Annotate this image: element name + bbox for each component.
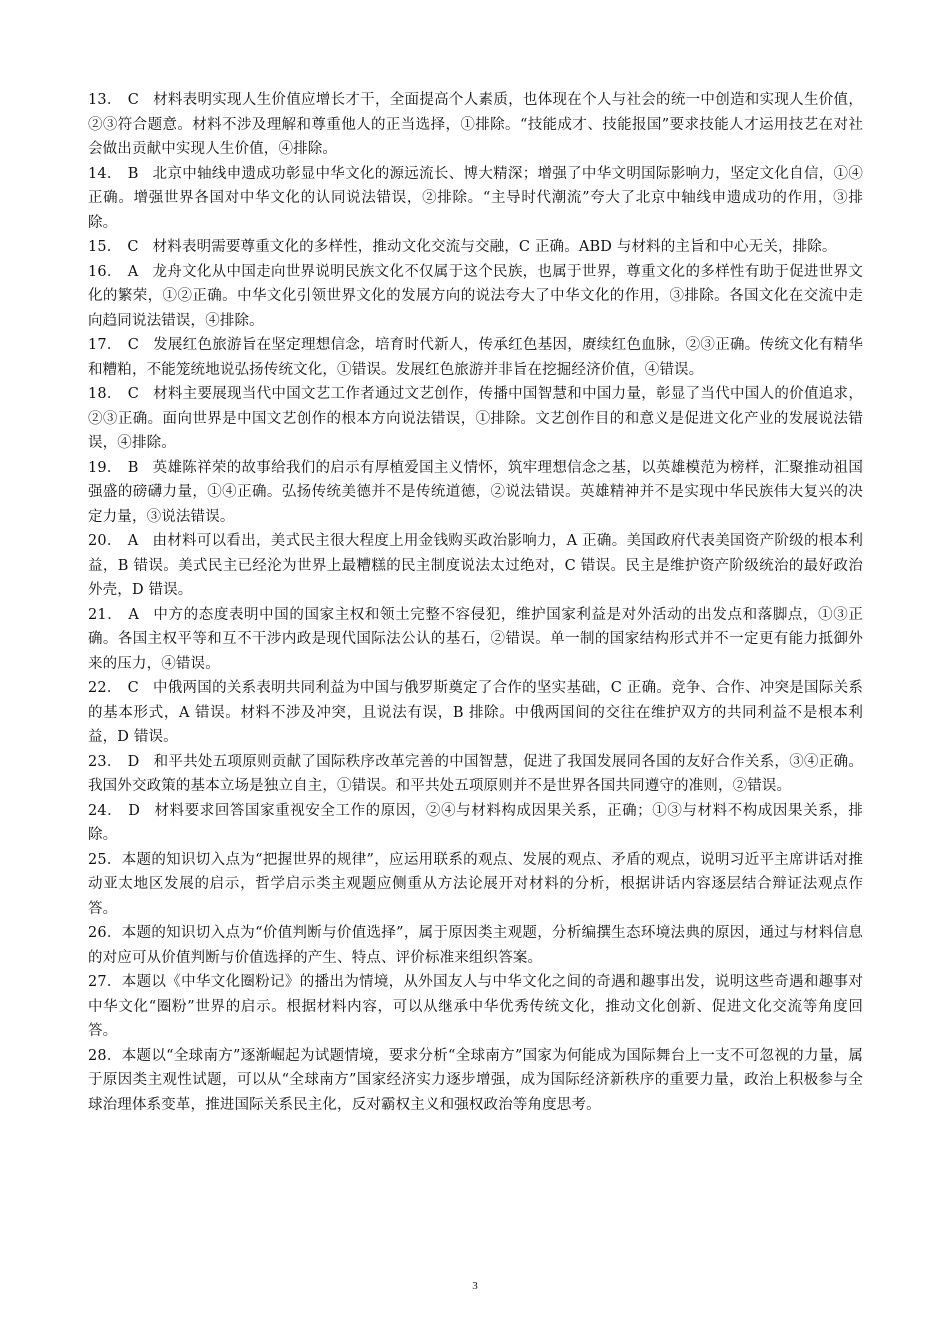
question-number: 16． (88, 263, 122, 280)
question-number: 20． (88, 533, 122, 549)
answer-item (88, 799, 863, 848)
answer-item (88, 921, 863, 970)
explanation-text: 材料主要展现当代中国文艺工作者通过文艺创作，传播中国智慧和中国力量，彰显了当代中国人的价值追求，②③正确。面向世界是中国文艺创作的根本方向说法错误，①排除。文艺创作目的和意义是促进文化产业的发展说法错误，④排除。 (88, 386, 863, 451)
answer-item (88, 1044, 863, 1118)
explanation-text: 材料表明需要尊重文化的多样性，推动文化交流与交融，C 正确。ABD 与材料的主旨和中心无关，排除。 (152, 239, 837, 255)
question-number: 18． (88, 386, 122, 402)
answer-item (88, 382, 863, 456)
answer-choice: C (127, 386, 139, 402)
question-number: 15． (88, 239, 122, 255)
answer-item (88, 456, 863, 530)
question-number: 27． (88, 974, 122, 990)
answer-choice: D (127, 753, 140, 770)
question-number: 22． (88, 680, 122, 696)
answer-choice: B (127, 165, 139, 182)
answer-choice: D (128, 802, 141, 819)
explanation-text: 北京中轴线申遗成功彰显中华文化的源远流长、博大精深；增强了中华文明国际影响力，坚定文化自信，①④正确。增强世界各国对中华文化的认同说法错误，②排除。“主导时代潮流”夸大了北京中轴线申遗成功的作用，③排除。 (88, 165, 864, 231)
answer-choice: A (127, 533, 139, 549)
answer-item (88, 88, 863, 162)
question-number: 26． (88, 925, 122, 941)
answer-item (88, 235, 863, 260)
answer-choice: A (127, 263, 139, 280)
answer-item (88, 676, 863, 750)
question-number: 17． (88, 337, 122, 353)
answer-item (88, 162, 863, 236)
answer-item (88, 333, 863, 382)
explanation-text: 中方的态度表明中国的国家主权和领土完整不容侵犯，维护国家利益是对外活动的出发点和落脚点，①③正确。各国主权平等和互不干涉内政是现代国际法公认的基石，②错误。单一制的国家结构形式并不一定更有能力抵御外来的压力，④错误。 (88, 606, 864, 672)
answer-explanations (88, 88, 863, 1117)
explanation-text: 发展红色旅游旨在坚定理想信念，培育时代新人，传承红色基因，赓续红色血脉，②③正确。传统文化有精华和糟粕，不能笼统地说弘扬传统文化，①错误。发展红色旅游并非旨在挖掘经济价值，④错误。 (88, 337, 863, 378)
question-number: 21． (88, 606, 123, 623)
explanation-text: 由材料可以看出，美式民主很大程度上用金钱购买政治影响力，A 正确。美国政府代表美国资产阶级的根本利益，B 错误。美式民主已经沦为世界上最糟糕的民主制度说法太过绝对，C 错误。民主是维护资产阶级统治的最好政治外壳，D 错误。 (88, 533, 863, 598)
explanation-text: 中俄两国的关系表明共同利益为中国与俄罗斯奠定了合作的坚实基础，C 正确。竞争、合作、冲突是国际关系的基本形式，A 错误。材料不涉及冲突，且说法有误，B 排除。中俄两国间的交往在维护双方的共同利益不是根本利益，D 错误。 (88, 680, 863, 745)
explanation-text: 本题的知识切入点为“把握世界的规律”，应运用联系的观点、发展的观点、矛盾的观点，说明习近平主席讲话对推动亚太地区发展的启示，哲学启示类主观题应侧重从方法论展开对材料的分析，根据讲话内容逐层结合辩证法观点作答。 (88, 851, 863, 917)
explanation-text: 材料要求回答国家重视安全工作的原因，②④与材料构成因果关系，正确；①③与材料不构成因果关系，排除。 (88, 802, 864, 843)
question-number: 19． (88, 459, 122, 476)
question-number: 24． (88, 802, 123, 819)
question-number: 23． (88, 753, 122, 770)
answer-choice: C (127, 337, 139, 353)
answer-item (88, 970, 863, 1044)
answer-item (88, 603, 863, 677)
answer-item (88, 529, 863, 603)
question-number: 13． (88, 92, 122, 108)
page-number: 3 (472, 1280, 478, 1292)
explanation-text: 和平共处五项原则贡献了国际秩序改革完善的中国智慧，促进了我国发展同各国的友好合作关系，③④正确。我国外交政策的基本立场是独立自主，①错误。和平共处五项原则并不是世界各国共同遵守的准则，②错误。 (88, 753, 863, 794)
explanation-text: 本题以“全球南方”逐渐崛起为试题情境，要求分析“全球南方”国家为何能成为国际舞台上一支不可忽视的力量，属于原因类主观性试题，可以从“全球南方”国家经济实力逐步增强，成为国际经济新秩序的重要力量，政治上积极参与全球治理体系变革，推进国际关系民主化，反对霸权主义和强权政治等角度思考。 (88, 1047, 863, 1113)
explanation-text: 本题的知识切入点为“价值判断与价值选择”，属于原因类主观题，分析编撰生态环境法典的原因，通过与材料信息的对应可从价值判断与价值选择的产生、特点、评价标准来组织答案。 (88, 925, 863, 966)
question-number: 25． (88, 851, 122, 868)
answer-choice: C (127, 92, 139, 108)
explanation-text: 材料表明实现人生价值应增长才干，全面提高个人素质，也体现在个人与社会的统一中创造和实现人生价值，②③符合题意。材料不涉及理解和尊重他人的正当选择，①排除。“技能成才、技能报国”要求技能人才运用技艺在对社会做出贡献中实现人生价值，④排除。 (88, 92, 863, 157)
explanation-text: 本题以《中华文化圈粉记》的播出为情境，从外国友人与中华文化之间的奇遇和趣事出发，说明这些奇遇和趣事对中华文化“圈粉”世界的启示。根据材料内容，可以从继承中华优秀传统文化，推动文化创新、促进文化交流等角度回答。 (88, 974, 863, 1039)
answer-choice: C (127, 680, 139, 696)
answer-item (88, 260, 863, 334)
answer-item (88, 750, 863, 799)
answer-choice: A (128, 606, 139, 623)
answer-item (88, 848, 863, 922)
question-number: 28． (88, 1047, 122, 1064)
question-number: 14． (88, 165, 122, 182)
answer-choice: B (127, 459, 139, 476)
answer-choice: C (127, 239, 139, 255)
explanation-text: 龙舟文化从中国走向世界说明民族文化不仅属于这个民族，也属于世界，尊重文化的多样性有助于促进世界文化的繁荣，①②正确。中华文化引领世界文化的发展方向的说法夸大了中华文化的作用，③排除。各国文化在交流中走向趋同说法错误，④排除。 (88, 263, 863, 329)
explanation-text: 英雄陈祥荣的故事给我们的启示有厚植爱国主义情怀，筑牢理想信念之基，以英雄模范为榜样，汇聚推动祖国强盛的磅礴力量，①④正确。弘扬传统美德并不是传统道德，②说法错误。英雄精神并不是实现中华民族伟大复兴的决定力量，③说法错误。 (88, 459, 864, 525)
